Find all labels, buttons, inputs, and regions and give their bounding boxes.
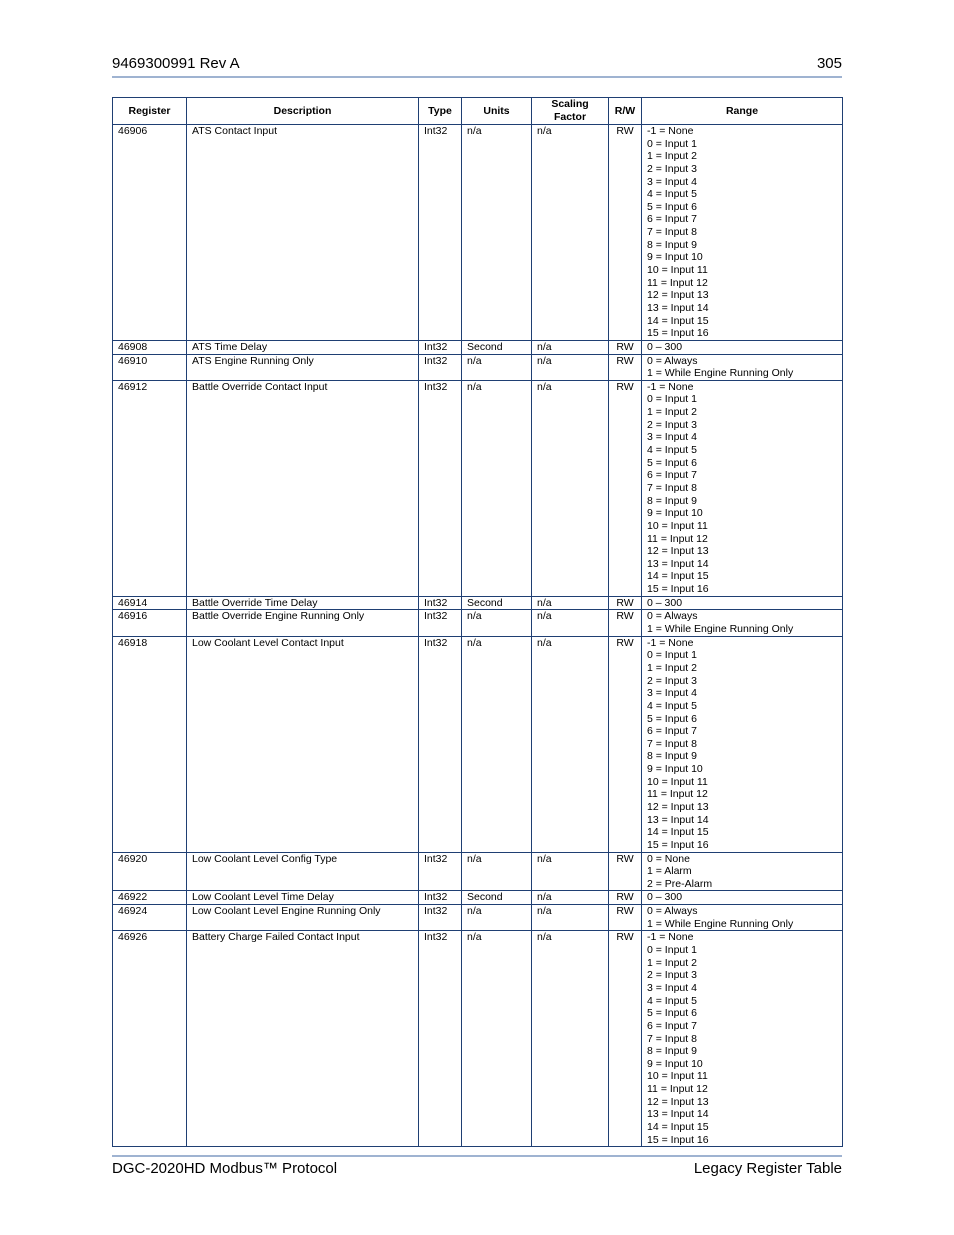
type-cell: Int32 [419,931,462,1147]
register-cell: 46922 [113,891,187,905]
rw-cell: RW [609,354,642,380]
table-row [113,891,843,905]
table-header-row [113,98,843,125]
range-line: 13 = Input 14 [647,557,709,570]
scaling-factor-cell: n/a [532,610,609,636]
range-line: 3 = Input 4 [647,981,697,994]
range-line: 15 = Input 16 [647,1133,709,1146]
range-line: 0 – 300 [647,891,683,904]
range-line: 1 = Input 2 [647,150,697,163]
range-line: 4 = Input 5 [647,444,697,457]
column-header-scaling-factor: Scaling Factor [532,98,609,125]
range-line: 6 = Input 7 [647,469,697,482]
range-line: 0 = None [647,852,690,865]
range-line: 4 = Input 5 [647,994,697,1007]
description-cell: Battle Override Time Delay [187,596,419,610]
rw-cell: RW [609,380,642,596]
page-number: 305 [816,55,842,72]
range-cell [642,340,843,354]
range-line: 1 = Input 2 [647,661,697,674]
range-line: 14 = Input 15 [647,570,709,583]
range-line: 11 = Input 12 [647,788,708,801]
units-cell: Second [462,596,532,610]
range-line: 7 = Input 8 [647,737,697,750]
range-line: -1 = None [647,636,694,649]
range-line: 8 = Input 9 [647,1045,697,1058]
range-line: 2 = Input 3 [647,674,697,687]
table-row [113,905,843,931]
table-row [113,636,843,852]
units-cell: n/a [462,610,532,636]
range-line: 10 = Input 11 [647,264,708,277]
range-cell [642,610,843,636]
table-row [113,852,843,891]
footer-rule [112,1155,842,1157]
range-line: 13 = Input 14 [647,1108,709,1121]
header-rule [112,76,842,78]
table-row [113,596,843,610]
table-row [113,380,843,596]
column-header-register: Register [113,98,187,125]
rw-cell: RW [609,905,642,931]
scaling-factor-cell: n/a [532,125,609,341]
range-line: 0 = Always [647,354,698,367]
range-line: 8 = Input 9 [647,238,697,251]
range-line: 1 = While Engine Running Only [647,917,794,930]
range-line: 11 = Input 12 [647,532,708,545]
register-table [112,97,843,1147]
scaling-factor-cell: n/a [532,380,609,596]
range-line: 4 = Input 5 [647,699,697,712]
type-cell: Int32 [419,905,462,931]
scaling-factor-cell: n/a [532,636,609,852]
units-cell: n/a [462,931,532,1147]
range-cell [642,380,843,596]
units-cell: n/a [462,905,532,931]
type-cell: Int32 [419,596,462,610]
description-cell: Low Coolant Level Time Delay [187,891,419,905]
document-title: DGC-2020HD Modbus™ Protocol [112,1160,338,1177]
rw-cell: RW [609,125,642,341]
description-cell: ATS Time Delay [187,340,419,354]
range-line: -1 = None [647,380,694,393]
range-line: 10 = Input 11 [647,519,708,532]
column-header-rw: R/W [609,98,642,125]
rw-cell: RW [609,852,642,891]
rw-cell: RW [609,891,642,905]
page-footer [112,1160,842,1182]
units-cell: n/a [462,380,532,596]
type-cell: Int32 [419,340,462,354]
table-row [113,931,843,1147]
range-line: 12 = Input 13 [647,1095,709,1108]
section-title: Legacy Register Table [693,1160,842,1177]
rw-cell: RW [609,931,642,1147]
range-line: 5 = Input 6 [647,456,697,469]
range-cell [642,125,843,341]
type-cell: Int32 [419,354,462,380]
range-line: 15 = Input 16 [647,838,709,851]
type-cell: Int32 [419,610,462,636]
range-line: 9 = Input 10 [647,763,703,776]
scaling-factor-cell: n/a [532,905,609,931]
range-line: 2 = Pre-Alarm [647,877,713,890]
range-line: 13 = Input 14 [647,301,709,314]
description-cell: Low Coolant Level Config Type [187,852,419,891]
range-line: 1 = Alarm [647,865,692,878]
range-line: 0 = Input 1 [647,393,697,406]
range-line: 0 – 300 [647,596,683,609]
range-line: 10 = Input 11 [647,1070,708,1083]
range-line: 0 = Input 1 [647,649,697,662]
description-cell: ATS Contact Input [187,125,419,341]
range-line: 0 = Input 1 [647,137,697,150]
description-cell: Battery Charge Failed Contact Input [187,931,419,1147]
range-cell [642,852,843,891]
table-row [113,354,843,380]
range-line: 2 = Input 3 [647,418,697,431]
range-line: 0 = Always [647,905,698,918]
scaling-factor-cell: n/a [532,340,609,354]
range-line: 3 = Input 4 [647,687,697,700]
table-row [113,340,843,354]
range-line: 0 = Input 1 [647,944,697,957]
register-cell: 46924 [113,905,187,931]
register-cell: 46914 [113,596,187,610]
column-header-units: Units [462,98,532,125]
range-line: 11 = Input 12 [647,276,708,289]
range-line: 9 = Input 10 [647,251,703,264]
units-cell: Second [462,891,532,905]
page-header [112,55,842,77]
range-line: 9 = Input 10 [647,507,703,520]
rw-cell: RW [609,610,642,636]
type-cell: Int32 [419,636,462,852]
range-line: 12 = Input 13 [647,289,709,302]
range-line: -1 = None [647,931,694,944]
range-line: 2 = Input 3 [647,969,697,982]
range-cell [642,931,843,1147]
units-cell: n/a [462,354,532,380]
range-line: 14 = Input 15 [647,314,709,327]
description-cell: Battle Override Engine Running Only [187,610,419,636]
rw-cell: RW [609,636,642,852]
range-line: 1 = Input 2 [647,956,697,969]
type-cell: Int32 [419,852,462,891]
register-cell: 46906 [113,125,187,341]
range-line: 14 = Input 15 [647,826,709,839]
register-cell: 46908 [113,340,187,354]
range-line: 8 = Input 9 [647,750,697,763]
column-header-range: Range [642,98,843,125]
units-cell: n/a [462,125,532,341]
range-line: 4 = Input 5 [647,188,697,201]
range-line: 3 = Input 4 [647,431,697,444]
description-cell: Low Coolant Level Engine Running Only [187,905,419,931]
range-cell [642,596,843,610]
range-line: 1 = Input 2 [647,406,697,419]
type-cell: Int32 [419,891,462,905]
range-line: 5 = Input 6 [647,200,697,213]
range-line: 0 = Always [647,610,698,623]
range-line: 5 = Input 6 [647,712,697,725]
description-cell: ATS Engine Running Only [187,354,419,380]
range-line: -1 = None [647,125,694,137]
type-cell: Int32 [419,380,462,596]
scaling-factor-cell: n/a [532,891,609,905]
range-line: 12 = Input 13 [647,800,709,813]
units-cell: n/a [462,852,532,891]
register-cell: 46912 [113,380,187,596]
range-line: 15 = Input 16 [647,583,709,596]
units-cell: Second [462,340,532,354]
range-line: 12 = Input 13 [647,545,709,558]
table-body [113,125,843,1147]
range-line: 8 = Input 9 [647,494,697,507]
scaling-factor-cell: n/a [532,931,609,1147]
column-header-description: Description [187,98,419,125]
range-line: 6 = Input 7 [647,725,697,738]
range-line: 2 = Input 3 [647,162,697,175]
range-line: 9 = Input 10 [647,1057,703,1070]
scaling-factor-cell: n/a [532,852,609,891]
range-cell [642,636,843,852]
range-line: 6 = Input 7 [647,1019,697,1032]
range-line: 7 = Input 8 [647,226,697,239]
range-cell [642,891,843,905]
range-line: 10 = Input 11 [647,775,708,788]
description-cell: Low Coolant Level Contact Input [187,636,419,852]
register-cell: 46918 [113,636,187,852]
description-cell: Battle Override Contact Input [187,380,419,596]
rw-cell: RW [609,340,642,354]
scaling-factor-cell: n/a [532,596,609,610]
range-line: 3 = Input 4 [647,175,697,188]
type-cell: Int32 [419,125,462,341]
range-line: 7 = Input 8 [647,1032,697,1045]
register-cell: 46926 [113,931,187,1147]
scaling-factor-cell: n/a [532,354,609,380]
range-cell [642,905,843,931]
table-row [113,610,843,636]
range-line: 6 = Input 7 [647,213,697,226]
column-header-type: Type [419,98,462,125]
range-line: 0 – 300 [647,340,683,353]
table-row [113,125,843,341]
range-cell [642,354,843,380]
range-line: 5 = Input 6 [647,1007,697,1020]
range-line: 1 = While Engine Running Only [647,367,794,380]
range-line: 15 = Input 16 [647,327,709,340]
units-cell: n/a [462,636,532,852]
range-line: 11 = Input 12 [647,1083,708,1096]
rw-cell: RW [609,596,642,610]
range-line: 7 = Input 8 [647,481,697,494]
range-line: 1 = While Engine Running Only [647,623,794,636]
register-cell: 46920 [113,852,187,891]
register-cell: 46910 [113,354,187,380]
range-line: 13 = Input 14 [647,813,709,826]
range-line: 14 = Input 15 [647,1121,709,1134]
document-number: 9469300991 Rev A [112,55,240,72]
register-cell: 46916 [113,610,187,636]
